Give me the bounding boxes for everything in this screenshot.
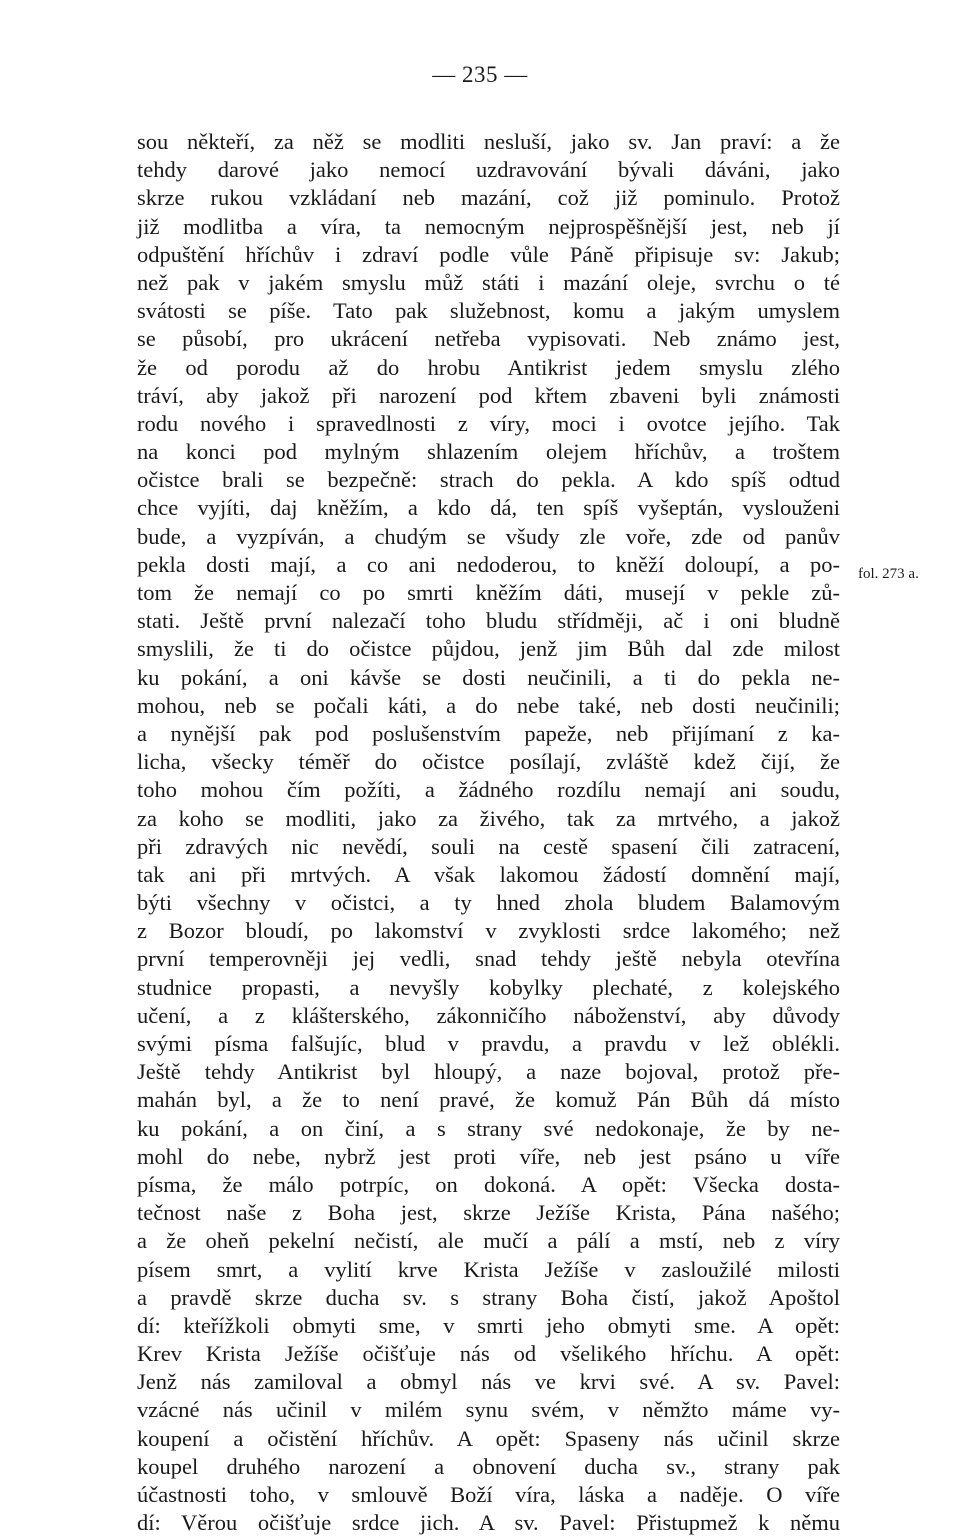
text-line: a pravdě skrze ducha sv. s strany Boha čistí, jakož Apoštol (137, 1284, 840, 1310)
text-line: rodu nového i spravedlnosti z víry, moci i ovotce jejího. Tak (137, 410, 840, 436)
text-line: při zdravých nic nevědí, souli na cestě spasení čili zatracení, (137, 833, 840, 859)
text-line: mahán byl, a že to není pravé, že komuž Pán Bůh dá místo (137, 1087, 840, 1113)
text-line: Krev Krista Ježíše očišťuje nás od všelikého hříchu. A opět: (137, 1341, 840, 1367)
page-number: — 235 — (432, 62, 528, 87)
text-line: tečnost naše z Boha jest, skrze Ježíše Krista, Pána našého; (137, 1200, 840, 1226)
text-line: již modlitba a víra, ta nemocným nejprospěšnější jest, neb jí (137, 213, 840, 239)
text-line: ku pokání, a oni kávše se dosti neučinili, a ti do pekla ne- (137, 664, 840, 690)
text-line: za koho se modliti, jako za živého, tak za mrtvého, a jakož (137, 805, 840, 831)
text-line: býti všechny v očistci, a ty hned zhola bludem Balamovým (137, 890, 840, 916)
text-line: pekla dosti mají, a co ani nedoderou, to kněží doloupí, a po- (137, 551, 840, 577)
text-line: mohou, neb se počali káti, a do nebe také, neb dosti neučinili; (137, 692, 840, 718)
text-line: odpuštění hříchův i zdraví podle vůle Páně připisuje sv: Jakub; (137, 241, 840, 267)
text-line: a že oheň pekelní nečistí, ale mučí a pálí a mstí, neb z víry (137, 1228, 840, 1254)
text-line: Jenž nás zamiloval a obmyl nás ve krvi své. A sv. Pavel: (137, 1369, 840, 1395)
text-line: tom že nemají co po smrti kněžím dáti, musejí v pekle zů- (137, 580, 840, 605)
text-line: očistce brali se bezpečně: strach do pekla. A kdo spíš odtud (137, 467, 840, 493)
text-line: toho mohou čím požíti, a žádného rozdílu nemají ani soudu, (137, 777, 840, 803)
text-line: písem smrt, a vylití krve Krista Ježíše v zasloužilé milosti (137, 1256, 840, 1282)
text-line: tráví, aby jakož při narození pod křtem zbaveni byli známosti (137, 382, 840, 408)
text-line: že od porodu až do hrobu Antikrist jedem smyslu zlého (137, 354, 840, 380)
text-line: ku pokání, a on činí, a s strany své nedokonaje, že by ne- (137, 1115, 840, 1141)
text-line: svými písma falšujíc, blud v pravdu, a pravdu v lež oblékli. (137, 1031, 840, 1056)
text-line: tehdy darové jako nemocí uzdravování bývali dáváni, jako (137, 157, 840, 183)
text-line: koupel druhého narození a obnovení ducha sv., strany pak (137, 1453, 840, 1479)
text-line: bude, a vyzpíván, a chudým se všudy zle voře, zde od panův (137, 523, 840, 549)
text-line: tak ani při mrtvých. A však lakomou žádostí domnění mají, (137, 861, 840, 887)
text-line: než pak v jakém smyslu můž státi i mazání oleje, svrchu o té (137, 269, 840, 295)
text-line: učení, a z klášterského, zákonničího náboženství, aby důvody (137, 1002, 840, 1028)
text-line: stati. Ještě první nalezačí toho bludu střídměji, ač i oni bludně (137, 608, 840, 634)
text-line: skrze rukou vzkládaní neb mazání, což již pominulo. Protož (137, 185, 840, 211)
body-text (137, 128, 840, 1537)
text-line: koupení a očistění hříchův. A opět: Spaseny nás učinil skrze (137, 1425, 840, 1451)
text-line: svátosti se píše. Tato pak služebnost, komu a jakým umyslem (137, 298, 840, 324)
text-line: studnice propasti, a nevyšly kobylky plechaté, z kolejského (137, 974, 840, 1000)
text-line: mohl do nebe, nybrž jest proti víře, neb jest psáno u víře (137, 1143, 840, 1169)
text-line: smyslili, že ti do očistce půjdou, jenž jim Bůh dal zde milost (137, 636, 840, 662)
text-line: licha, všecky téměř do očistce posílají, zvláště kdež čijí, že (137, 749, 840, 775)
text-line: se působí, pro ukrácení netřeba vypisovati. Neb známo jest, (137, 326, 840, 352)
text-line: dí: kteřížkoli obmyti sme, v smrti jeho obmyti sme. A opět: (137, 1312, 840, 1338)
text-line: dí: Věrou očišťuje srdce jich. A sv. Pavel: Přistupmež k němu (137, 1510, 840, 1536)
text-line: na konci pod mylným shlazením olejem hříchův, a troštem (137, 439, 840, 465)
text-line: účastnosti toho, v smlouvě Boží víra, láska a naděje. O víře (137, 1482, 840, 1507)
margin-note: fol. 273 a. (858, 566, 919, 582)
text-line: písma, že málo potrpíc, on dokoná. A opět: Všecka dosta- (137, 1171, 840, 1197)
text-line: vzácné nás učinil v milém synu svém, v němžto máme vy- (137, 1397, 840, 1423)
text-line: první temperovněji jej vedli, snad tehdy ještě nebyla otevřína (137, 946, 840, 972)
text-line: Ještě tehdy Antikrist byl hloupý, a naze bojoval, protož pře- (137, 1059, 840, 1085)
text-line: a nynější pak pod poslušenstvím papeže, neb přijímaní z ka- (137, 720, 840, 746)
text-line: z Bozor bloudí, po lakomství v zvyklosti srdce lakomého; než (137, 918, 840, 944)
text-line: sou někteří, za něž se modliti nesluší, jako sv. Jan praví: a že (137, 129, 840, 154)
text-line: chce vyjíti, daj kněžím, a kdo dá, ten spíš vyšeptán, vyslouženi (137, 495, 840, 521)
